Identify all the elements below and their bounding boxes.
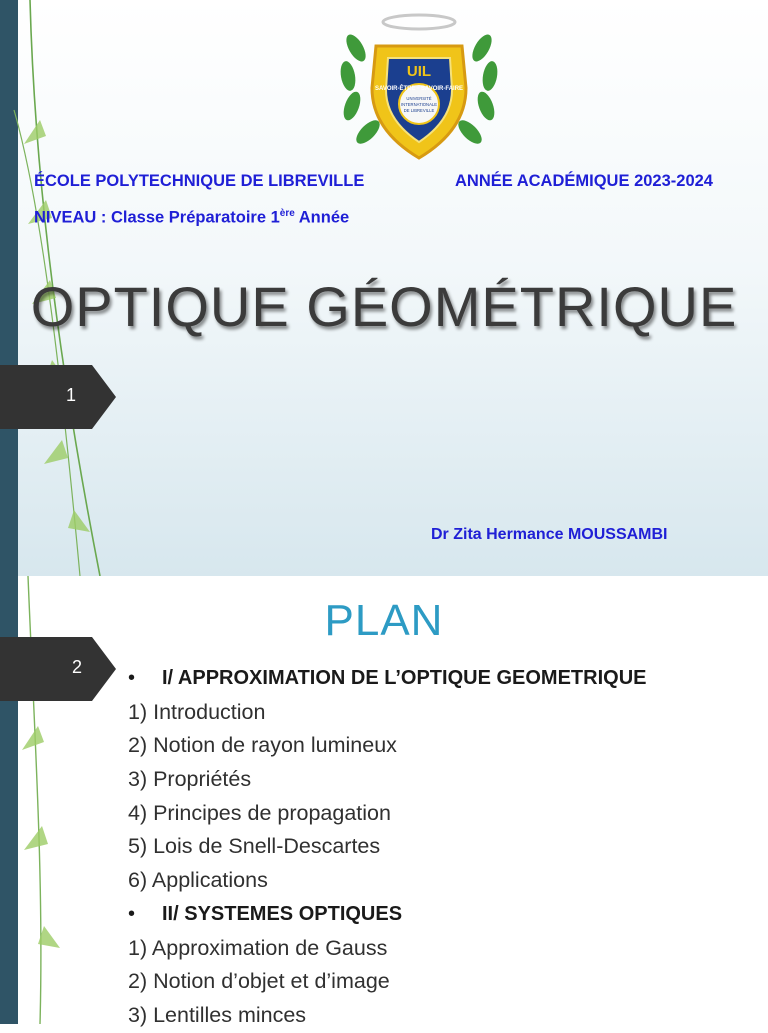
plan-item-text: 3) Lentilles minces (128, 1002, 307, 1027)
logo-inner-line-2: INTERNATIONALE (401, 102, 437, 107)
plan-item-text: 1) Introduction (128, 699, 266, 724)
plan-section (128, 662, 646, 696)
plan-item-text: 4) Principes de propagation (128, 800, 391, 825)
plan-title: PLAN (324, 596, 444, 645)
plan-item-text: 2) Notion de rayon lumineux (128, 733, 397, 758)
logo-inner-line-3: DE LIBREVILLE (403, 108, 435, 113)
plan-item (128, 864, 646, 898)
plan-item (128, 729, 646, 763)
slide-number-tab (0, 637, 116, 701)
plan-item (128, 696, 646, 730)
plan-item-text: II/ SYSTEMES OPTIQUES (162, 902, 403, 925)
bullet-icon: • (128, 667, 136, 689)
plan-item-text: 3) Propriétés (128, 767, 252, 792)
plan-item-text: 2) Notion d’objet et d’image (128, 969, 390, 994)
plan-item (128, 763, 646, 797)
university-logo (336, 8, 502, 163)
plan-item (128, 932, 646, 966)
slide-number: 2 (72, 657, 83, 677)
academic-year: ANNÉE ACADÉMIQUE 2023-2024 (455, 172, 713, 190)
logo-inner-line-1: UNIVERSITÉ (406, 96, 432, 101)
logo-badge-text: UIL (406, 63, 432, 80)
level-superscript: ère (279, 208, 295, 219)
school-name: ÉCOLE POLYTECHNIQUE DE LIBREVILLE (34, 172, 365, 190)
logo-ring-text: SAVOIR-ÊTRE · SAVOIR-FAIRE (374, 86, 464, 92)
level-line (34, 208, 349, 228)
plan-section (128, 898, 646, 932)
plan-outline (128, 662, 646, 1033)
slide-number: 1 (66, 385, 77, 405)
slide-number-tab (0, 365, 116, 429)
course-title: OPTIQUE GÉOMÉTRIQUE (30, 275, 738, 338)
plan-item-text: 1) Approximation de Gauss (128, 935, 388, 960)
plan-item (128, 797, 646, 831)
plan-item (128, 830, 646, 864)
plan-item-text: 6) Applications (128, 868, 268, 893)
plan-item-text: I/ APPROXIMATION DE L’OPTIQUE GEOMETRIQUE (162, 667, 647, 689)
level-suffix: Année (294, 208, 350, 227)
author-name: Dr Zita Hermance MOUSSAMBI (431, 526, 668, 543)
level-label: NIVEAU : Classe Préparatoire 1 (34, 208, 280, 227)
plan-item (128, 999, 646, 1033)
bullet-icon: • (128, 902, 136, 925)
plan-item (128, 965, 646, 999)
plan-item-text: 5) Lois de Snell-Descartes (128, 834, 381, 859)
